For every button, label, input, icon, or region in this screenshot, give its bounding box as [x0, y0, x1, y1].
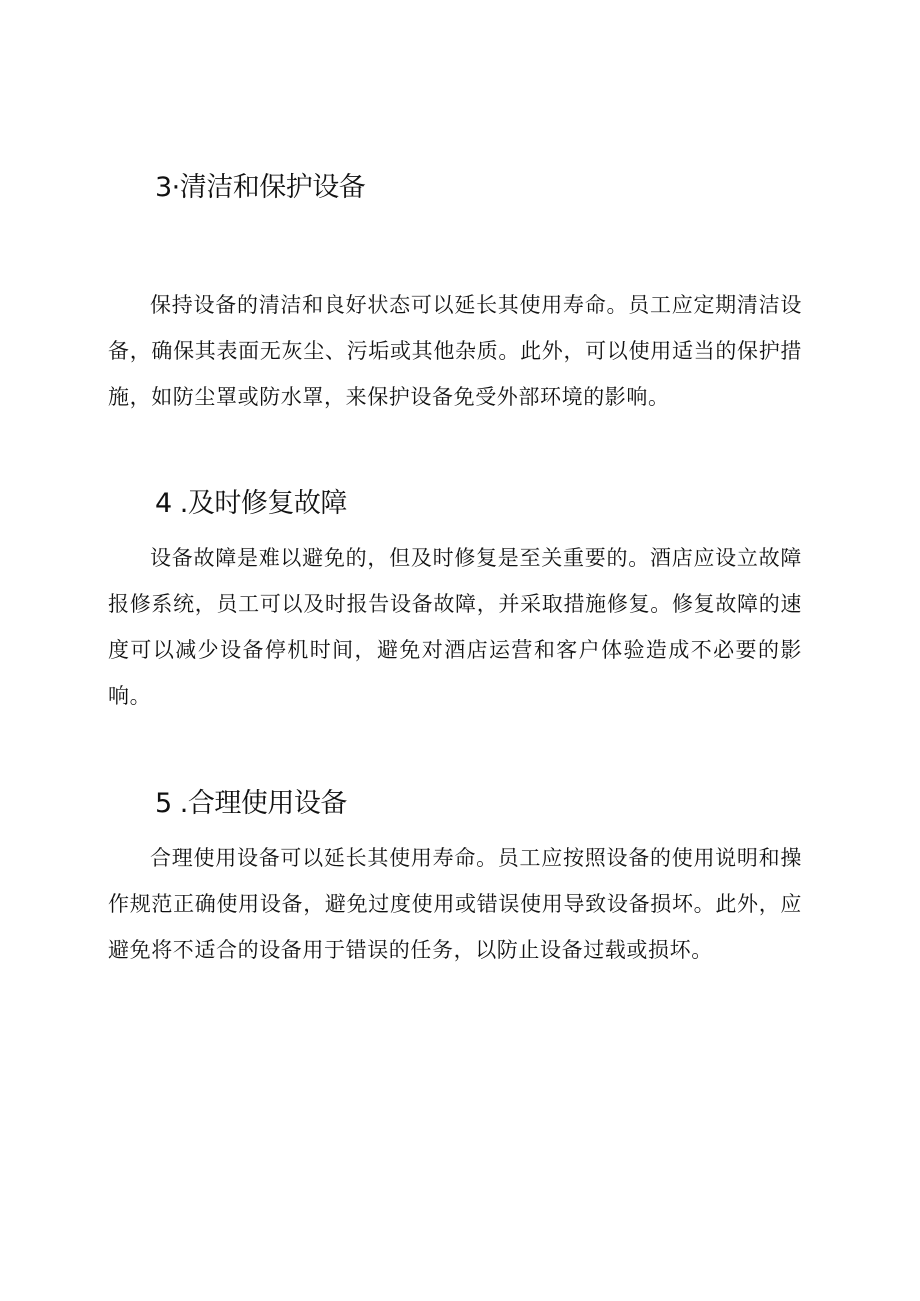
section-5-paragraph: 合理使用设备可以延长其使用寿命。员工应按照设备的使用说明和操作规范正确使用设备，避免过度使用或错误使用导致设备损坏。此外，应避免将不适合的设备用于错误的任务，以防止设备过载或损坏。: [108, 846, 802, 962]
section-4-paragraph: 设备故障是难以避免的，但及时修复是至关重要的。酒店应设立故障报修系统，员工可以及时报告设备故障，并采取措施修复。修复故障的速度可以减少设备停机时间，避免对酒店运营和客户体验造成不必要的影响。: [108, 546, 802, 708]
section-3-paragraph: 保持设备的清洁和良好状态可以延长其使用寿命。员工应定期清洁设备，确保其表面无灰尘、污垢或其他杂质。此外，可以使用适当的保护措施，如防尘罩或防水罩，来保护设备免受外部环境的影响。: [108, 293, 802, 409]
section-5-heading: 5 .合理使用设备: [155, 788, 347, 819]
section-4-heading: 4 .及时修复故障: [155, 488, 347, 519]
section-3-heading: 3·清洁和保护设备: [155, 172, 366, 203]
